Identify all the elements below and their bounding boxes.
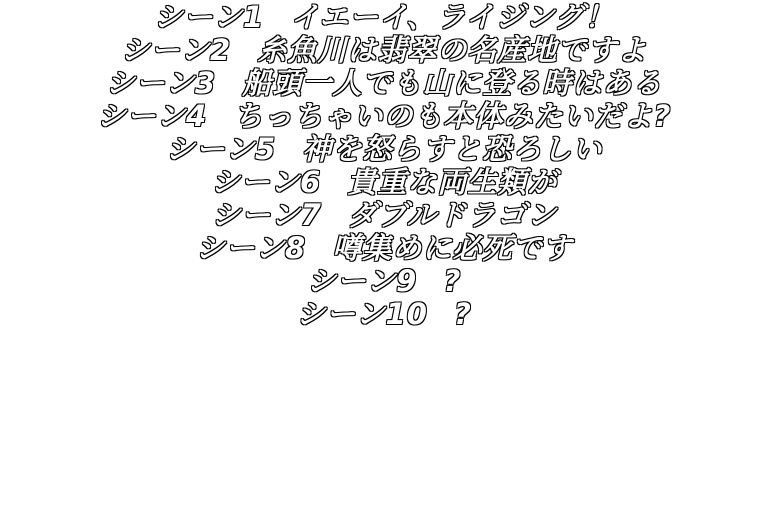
scene-title: ちっちゃいのも本体みたいだよ? <box>233 99 672 133</box>
scene-title: 噂集めに必死です <box>332 231 573 265</box>
scene-label: シーン9 <box>306 264 418 298</box>
scene-line-1 <box>0 0 768 34</box>
scene-label: シーン5 <box>165 132 277 166</box>
scene-title: ダブルドラゴン <box>347 198 557 232</box>
scene-title: ? <box>443 264 462 298</box>
scene-label: シーン3 <box>105 66 217 100</box>
scene-line-7 <box>0 198 768 232</box>
scene-line-2 <box>0 33 768 67</box>
scene-label: シーン10 <box>296 297 428 331</box>
scene-label: シーン2 <box>120 33 232 67</box>
scene-title: 神を怒らすと恐ろしい <box>302 132 603 166</box>
scene-title: 糸魚川は翡翠の名産地ですよ <box>257 33 648 67</box>
scene-line-9 <box>0 264 768 298</box>
scene-line-8 <box>0 231 768 265</box>
scene-title: 貴重な両生類が <box>347 165 558 199</box>
scene-title: イエーイ、ライジング！ <box>290 0 615 34</box>
scene-title: 船頭一人でも山に登る時はある <box>242 66 663 100</box>
scene-line-10 <box>0 297 768 331</box>
scene-line-6 <box>0 165 768 199</box>
scene-label: シーン4 <box>96 99 208 133</box>
scene-label: シーン8 <box>195 231 307 265</box>
scene-line-4 <box>0 99 768 133</box>
scene-title: ? <box>454 297 472 331</box>
scene-label: シーン6 <box>210 165 322 199</box>
scene-line-5 <box>0 132 768 166</box>
scene-label: シーン1 <box>153 0 265 34</box>
scene-line-3 <box>0 66 768 100</box>
scene-label: シーン7 <box>211 198 322 232</box>
